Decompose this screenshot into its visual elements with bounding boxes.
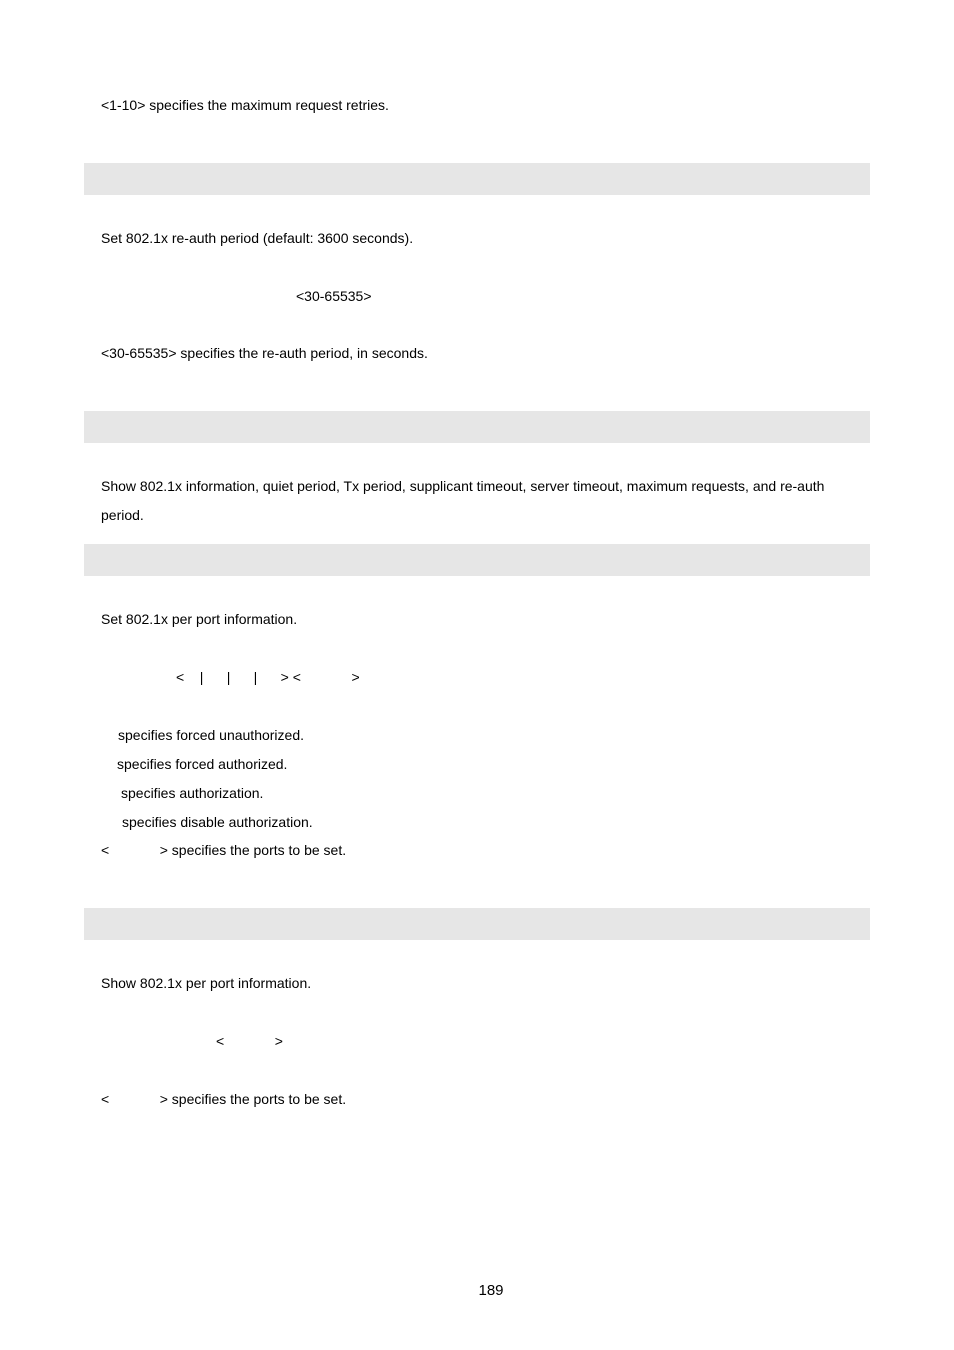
show-dot1x-description-line2: period. <box>101 507 144 523</box>
reauth-period-parameter: <30-65535> specifies the re-auth period, in seconds. <box>101 345 428 361</box>
section-heading-bar <box>84 411 870 443</box>
show-port-info-description: Show 802.1x per port information. <box>101 975 312 991</box>
port-info-description: Set 802.1x per port information. <box>101 611 298 627</box>
param-forced-authorized: specifies forced authorized. <box>117 756 288 772</box>
show-port-info-parameter: < > specifies the ports to be set. <box>101 1091 347 1107</box>
param-authorization: specifies authorization. <box>121 785 264 801</box>
section-heading-bar <box>84 163 870 195</box>
page-number: 189 <box>478 1282 504 1299</box>
section-heading-bar <box>84 908 870 940</box>
show-port-info-syntax: < > <box>216 1033 283 1049</box>
param-port-list: < > specifies the ports to be set. <box>101 842 347 858</box>
param-forced-unauthorized: specifies forced unauthorized. <box>118 727 304 743</box>
param-disable-authorization: specifies disable authorization. <box>122 814 313 830</box>
reauth-period-syntax-argument: <30-65535> <box>296 288 372 304</box>
reauth-period-description: Set 802.1x re-auth period (default: 3600 seconds). <box>101 230 414 246</box>
show-dot1x-description-line1: Show 802.1x information, quiet period, Tx period, supplicant timeout, server timeout, maximum requests, and re-auth <box>101 478 825 494</box>
param-max-request-retries: <1-10> specifies the maximum request retries. <box>101 97 389 113</box>
section-heading-bar <box>84 544 870 576</box>
port-info-syntax: < | | | > < > <box>176 669 360 685</box>
